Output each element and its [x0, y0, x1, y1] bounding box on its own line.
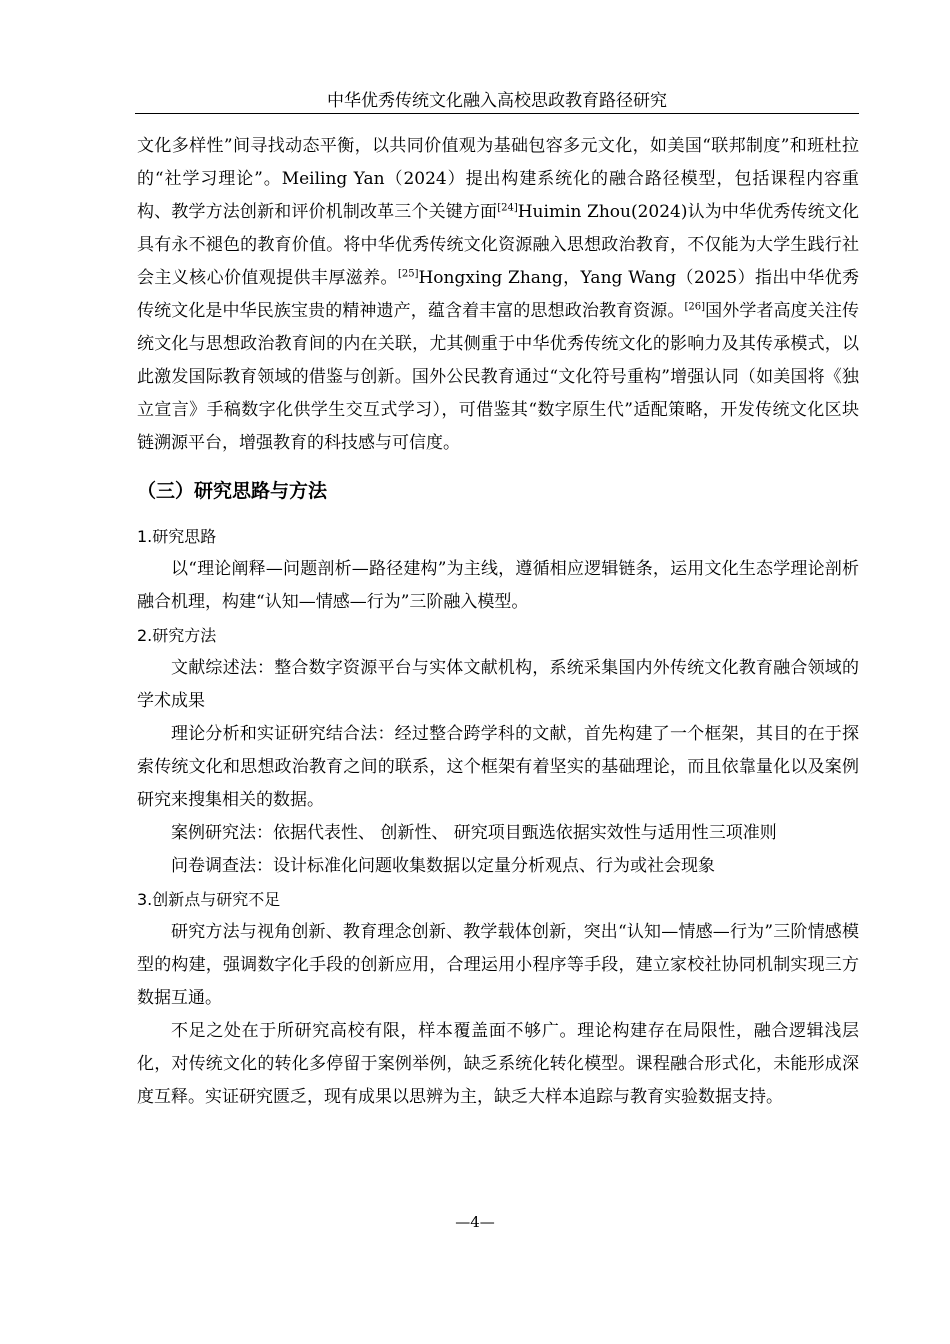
innovation-paragraph: 研究方法与视角创新、教育理念创新、教学载体创新，突出“认知—情感—行为”三阶情感模型的构建，强调数字化手段的创新应用，合理运用小程序等手段，建立家校社协同机制实现三方数据互通。	[137, 922, 859, 1008]
paragraph-text: Hongxing Zhang，Yang Wang（2025）指出中华优秀传统文化是中华民族宝贵的精神遗产，蕴含着丰富的思想政治教育资源。	[137, 268, 859, 321]
paragraph-text: Huimin Zhou(2024)认为中华优秀传统文化具有永不褪色的教育价值。将中华优秀传统文化资源融入思想政治教育，不仅能为大学生践行社会主义核心价值观提供丰厚滋养。	[137, 202, 860, 288]
literature-review-paragraph	[137, 130, 859, 460]
subsection-heading-innovation-limitations: 3.创新点与研究不足	[137, 890, 281, 909]
citation-26: [26]	[684, 301, 706, 313]
page-number: —4—	[455, 1213, 495, 1231]
section-heading: （三）研究思路与方法	[137, 480, 328, 502]
research-idea-paragraph: 以“理论阐释—问题剖析—路径建构”为主线，遵循相应逻辑链条，运用文化生态学理论剖析融合机理，构建“认知—情感—行为”三阶融入模型。	[137, 559, 859, 612]
citation-24: [24]	[497, 202, 518, 214]
method-literature-review: 文献综述法：整合数字资源平台与实体文献机构，系统采集国内外传统文化教育融合领域的学术成果	[137, 658, 859, 711]
subsection-heading-research-methods: 2.研究方法	[137, 626, 217, 645]
method-case-study: 案例研究法：依据代表性、 创新性、 研究项目甄选依据实效性与适用性三项准则	[171, 823, 777, 843]
limitations-paragraph: 不足之处在于所研究高校有限，样本覆盖面不够广。理论构建存在局限性，融合逻辑浅层化，对传统文化的转化多停留于案例举例，缺乏系统化转化模型。课程融合形式化，未能形成深度互释。实证研究匮乏，现有成果以思辨为主，缺乏大样本追踪与教育实验数据支持。	[137, 1021, 859, 1107]
method-theory-empirical: 理论分析和实证研究结合法：经过整合跨学科的文献，首先构建了一个框架，其目的在于探索传统文化和思想政治教育之间的联系，这个框架有着坚实的基础理论，而且依靠量化以及案例研究来搜集相关的数据。	[137, 724, 859, 810]
method-questionnaire: 问卷调查法：设计标准化问题收集数据以定量分析观点、行为或社会现象	[171, 856, 715, 876]
subsection-heading-research-idea: 1.研究思路	[137, 527, 217, 546]
running-header: 中华优秀传统文化融入高校思政教育路径研究	[327, 91, 667, 111]
header-rule	[135, 113, 859, 114]
page-body	[137, 130, 859, 1114]
citation-25: [25]	[397, 268, 419, 280]
paragraph-text: 文化多样性”间寻找动态平衡，以共同价值观为基础包容多元文化，如美国“联邦制度”和班杜拉的“社学习理论”。Meiling Yan（2024）提出构建系统化的融合路径模型，包括课程内容重构、教学方法创新和评价机制改革三个关键方面	[137, 136, 859, 222]
paragraph-text: 国外学者高度关注传统文化与思想政治教育间的内在关联，尤其侧重于中华优秀传统文化的影响力及其传承模式，以此激发国际教育领域的借鉴与创新。国外公民教育通过“文化符号重构”增强认同（如美国将《独立宣言》手稿数字化供学生交互式学习），可借鉴其“数字原生代”适配策略，开发传统文化区块链溯源平台，增强教育的科技感与可信度。	[137, 301, 860, 453]
